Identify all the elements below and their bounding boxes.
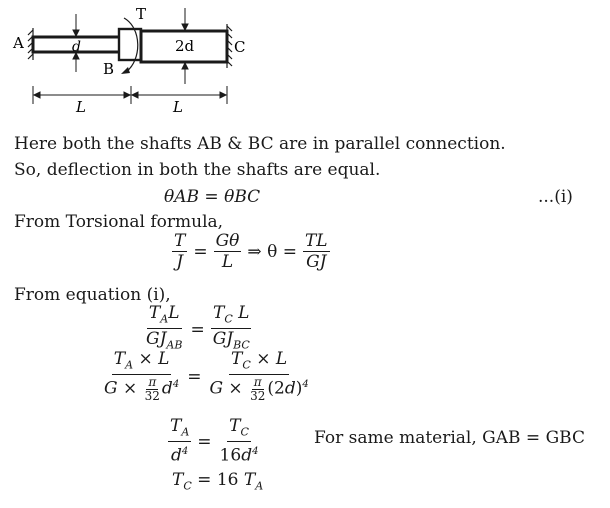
implies-theta: ⇒ θ = [247, 242, 297, 262]
shaft-diagram [0, 0, 260, 118]
equation-ratio-2: $T_A \times L$ G × $\frac{\pi}{32}$ $d^4$ = $T_C \times L$ G × $\frac{\pi}{32}$ $(2d)^4$ [104, 349, 309, 404]
frac-num-tl: TL [304, 231, 328, 251]
label-t: T [136, 5, 147, 23]
frac-num-t: T [174, 231, 186, 251]
label-2d: 2d [175, 37, 195, 55]
frac-den-gj: GJ [306, 252, 327, 272]
label-l-left: L [76, 98, 86, 116]
label-c: C [234, 38, 246, 56]
equation-ratio-1: $\frac{T_AL}{GJ_{AB}}$ = $\frac{T_C L}{GJ_{BC}}$ [146, 303, 250, 352]
text-line-6: From equation (i), [14, 285, 171, 305]
theta-ab: θAB [164, 187, 200, 207]
theta-bc: θBC [224, 187, 261, 207]
label-b: B [103, 60, 115, 78]
equation-ratio-3: $\frac{T_A}{d^4}$ = $\frac{T_C}{16d^4}$ [170, 416, 259, 467]
text-line-2: So, deflection in both the shafts are equal. [14, 160, 381, 180]
equation-result: $T_C = 16$ $T_A$ [172, 470, 264, 493]
length-dimension [33, 86, 227, 104]
label-l-right: L [173, 98, 183, 116]
frac-num-g-theta: Gθ [215, 231, 240, 251]
text-line-4: From Torsional formula, [14, 212, 224, 232]
equation-tag-i: ...(i) [538, 187, 573, 207]
frac-den-j: J [176, 252, 184, 272]
note-same-material [314, 428, 585, 448]
label-d: d [72, 39, 81, 55]
note-text: For same material, GAB = GBC [314, 428, 585, 448]
equation-theta-equality: θAB = θBC [164, 187, 261, 207]
frac-den-l: L [221, 252, 234, 272]
text-line-1: Here both the shafts AB & BC are in parallel connection. [14, 134, 506, 154]
label-a: A [13, 34, 24, 52]
equation-torsion: $\frac{T}{J}$ = $\frac{G\theta}{L}$ ⇒ θ = $\frac{TL}{GJ}$ [174, 231, 328, 272]
